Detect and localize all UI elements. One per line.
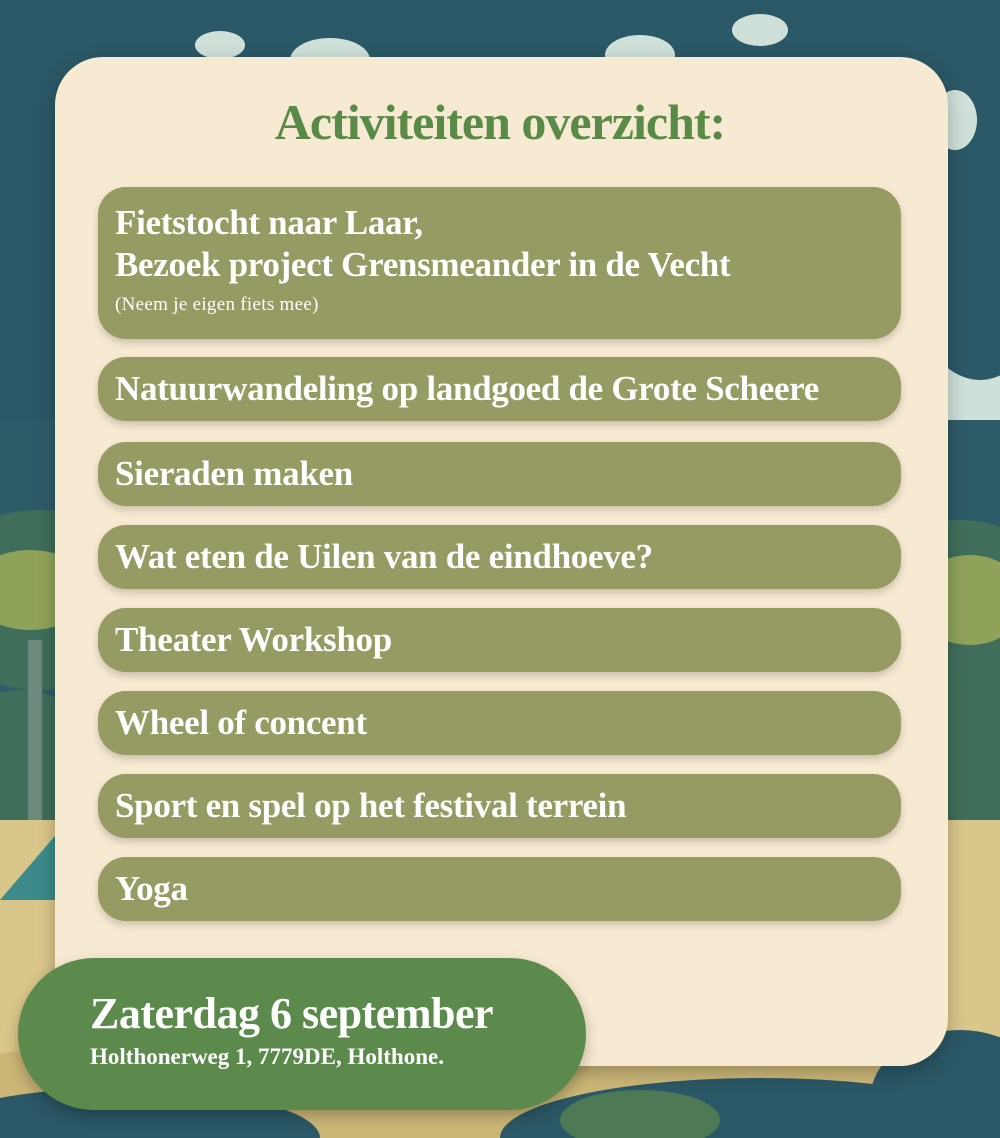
activity-note: (Neem je eigen fiets mee) xyxy=(115,294,319,315)
activity-item-theater xyxy=(98,608,901,672)
activity-label: Sieraden maken xyxy=(115,454,353,493)
activity-item-sieraden xyxy=(98,442,901,506)
event-address: Holthonerweg 1, 7779DE, Holthone. xyxy=(90,1044,444,1069)
activity-label: Natuurwandeling op landgoed de Grote Scheere xyxy=(115,369,820,408)
activity-item-natuurwandeling xyxy=(98,357,901,421)
activity-label: Theater Workshop xyxy=(115,620,392,659)
page-title: Activiteiten overzicht: xyxy=(274,94,726,150)
activity-item-uilen xyxy=(98,525,901,589)
activity-label-line2: Bezoek project Grensmeander in de Vecht xyxy=(115,245,731,284)
activity-label-line1: Fietstocht naar Laar, xyxy=(115,203,423,242)
activity-label: Sport en spel op het festival terrein xyxy=(115,786,627,825)
activity-item-fietstocht xyxy=(98,187,901,339)
event-date: Zaterdag 6 september xyxy=(90,989,494,1038)
activity-label: Wat eten de Uilen van de eindhoeve? xyxy=(115,537,653,576)
activity-label: Yoga xyxy=(115,869,188,908)
activity-item-wheel xyxy=(98,691,901,755)
activity-item-sport xyxy=(98,774,901,838)
activity-item-yoga xyxy=(98,857,901,921)
activity-label: Wheel of concent xyxy=(115,703,367,742)
event-date-badge xyxy=(18,958,586,1110)
